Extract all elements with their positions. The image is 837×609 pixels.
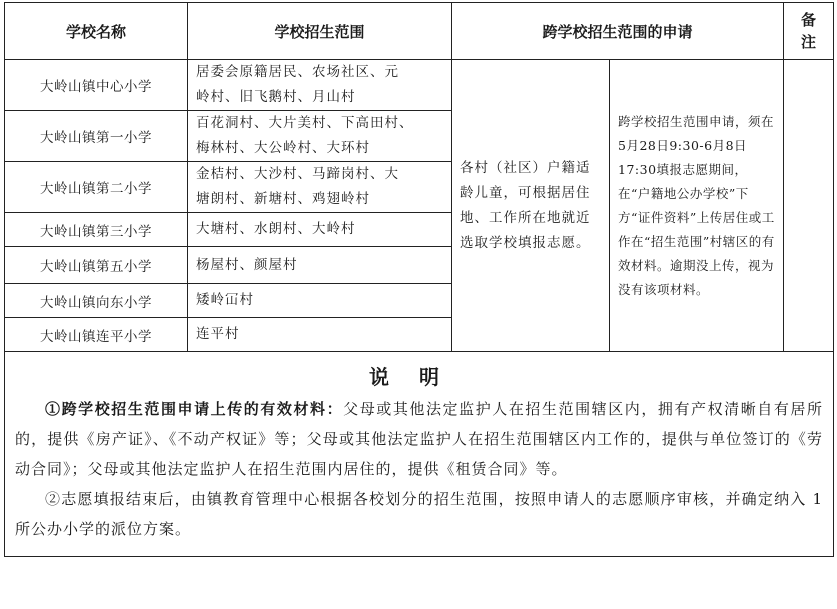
enrollment-table [4,2,834,557]
header-cross-school-application: 跨学校招生范围的申请 [452,3,784,60]
school-range: 矮岭冚村 [188,284,452,318]
table-row [5,60,834,111]
school-range [188,111,452,162]
explanation-row [5,352,834,557]
school-range-line: 百花洞村、大片美村、下高田村、 [196,115,414,131]
school-range-line: 岭村、旧飞鹅村、月山村 [196,89,356,105]
school-range [188,60,452,111]
explanation-item-1-text: 父母或其他法定监护人在招生范围辖区内，拥有产权清晰自有居所的，提供《房产证》、《不动产权证》等；父母或其他法定监护人在招生范围辖区内工作的，提供与单位签订的《劳动合同》；父母或其他法定监护人在招生范围内居住的，提供《租赁合同》等。 [15,400,824,478]
school-range: 杨屋村、颜屋村 [188,247,452,284]
application-procedure: 跨学校招生范围申请，须在5月28日9:30-6月8日17:30填报志愿期间，在“户籍地公办学校”下方“证件资料”上传居住或工作在“招生范围”村辖区的有效材料。逾期没上传，视为没有该项材料。 [610,60,784,352]
header-school-name: 学校名称 [5,3,188,60]
explanation-item-1-label: ①跨学校招生范围申请上传的有效材料： [45,400,344,418]
header-remarks-line1: 备 [801,11,817,29]
explanation-title: 说明 [369,365,469,389]
header-row [5,3,834,60]
school-range-line: 梅林村、大公岭村、大环村 [196,140,370,156]
school-range-line: 金桔村、大沙村、马蹄岗村、大 [196,166,399,182]
header-remarks-line2: 注 [801,33,817,51]
school-name: 大岭山镇第五小学 [5,247,188,284]
school-name: 大岭山镇向东小学 [5,284,188,318]
school-name: 大岭山镇第三小学 [5,213,188,247]
explanation-item-1 [15,394,823,484]
school-range [188,162,452,213]
school-range: 大塘村、水朗村、大岭村 [188,213,452,247]
explanation-section [5,352,834,557]
school-name: 大岭山镇连平小学 [5,318,188,352]
explanation-item-2: ②志愿填报结束后，由镇教育管理中心根据各校划分的招生范围，按照申请人的志愿顺序审核，并确定纳入 1 所公办小学的派位方案。 [15,490,824,538]
school-range: 连平村 [188,318,452,352]
application-eligibility: 各村（社区）户籍适龄儿童，可根据居住地、工作所在地就近选取学校填报志愿。 [452,60,610,352]
school-name: 大岭山镇第二小学 [5,162,188,213]
school-name: 大岭山镇中心小学 [5,60,188,111]
school-name: 大岭山镇第一小学 [5,111,188,162]
header-enrollment-range: 学校招生范围 [188,3,452,60]
remarks-cell [784,60,834,352]
school-range-line: 居委会原籍居民、农场社区、元 [196,64,399,80]
school-range-line: 塘朗村、新塘村、鸡翅岭村 [196,191,370,207]
header-remarks [784,3,834,60]
